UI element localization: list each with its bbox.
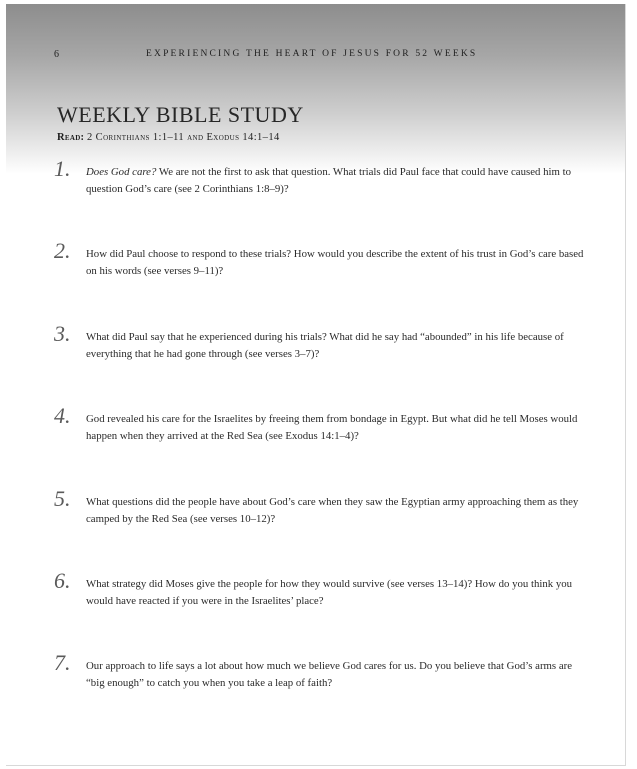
question-item bbox=[54, 486, 584, 527]
book-page bbox=[6, 4, 626, 766]
question-lead: Does God care? bbox=[86, 166, 157, 178]
question-text: Our approach to life says a lot about how much we believe God cares for us. Do you believe that God’s arms are “big enough” to catch you when you take a leap of faith? bbox=[86, 660, 573, 689]
question-item bbox=[54, 238, 584, 279]
header-gradient-band bbox=[6, 4, 625, 174]
question-body: We are not the first to ask that question. What trials did Paul face that could have caused him to question God’s care (see 2 Corinthians 1:8–9)? bbox=[86, 166, 571, 195]
question-number: 1. bbox=[54, 156, 71, 181]
book-title: EXPERIENCING THE HEART OF JESUS FOR 52 WEEKS bbox=[146, 49, 478, 59]
question-item bbox=[54, 403, 584, 444]
question-number: 3. bbox=[54, 321, 71, 346]
question-text bbox=[86, 164, 584, 197]
question-number: 7. bbox=[54, 650, 71, 675]
reading-passages: 2 Corinthians 1:1–11 and Exodus 14:1–14 bbox=[86, 132, 280, 143]
question-number: 6. bbox=[54, 568, 71, 593]
section-title: WEEKLY BIBLE STUDY bbox=[57, 102, 304, 127]
question-item bbox=[54, 156, 584, 197]
reading-label: Read: bbox=[57, 132, 85, 143]
question-text: God revealed his care for the Israelites by freeing them from bondage in Egypt. But what did he tell Moses would happen when they arrived at the Red Sea (see Exodus 14:1–4)? bbox=[86, 413, 578, 442]
question-number: 5. bbox=[54, 486, 71, 511]
running-header bbox=[6, 49, 625, 63]
page-number: 6 bbox=[54, 49, 59, 60]
question-number: 4. bbox=[54, 403, 71, 428]
question-number: 2. bbox=[54, 238, 71, 263]
question-item bbox=[54, 568, 584, 609]
reading-assignment bbox=[57, 132, 280, 143]
question-text: What strategy did Moses give the people for how they would survive (see verses 13–14)? How do you think you would have reacted if you were in the Israelites’ place? bbox=[86, 578, 573, 607]
question-item bbox=[54, 650, 584, 691]
question-text: How did Paul choose to respond to these trials? How would you describe the extent of his trust in God’s care based on his words (see verses 9–11)? bbox=[86, 248, 584, 277]
question-text: What did Paul say that he experienced during his trials? What did he say had “abounded” in his life because of everything that he had gone through (see verses 3–7)? bbox=[86, 331, 564, 360]
question-text: What questions did the people have about God’s care when they saw the Egyptian army approaching them as they camped by the Red Sea (see verses 10–12)? bbox=[86, 496, 579, 525]
question-item bbox=[54, 321, 584, 362]
